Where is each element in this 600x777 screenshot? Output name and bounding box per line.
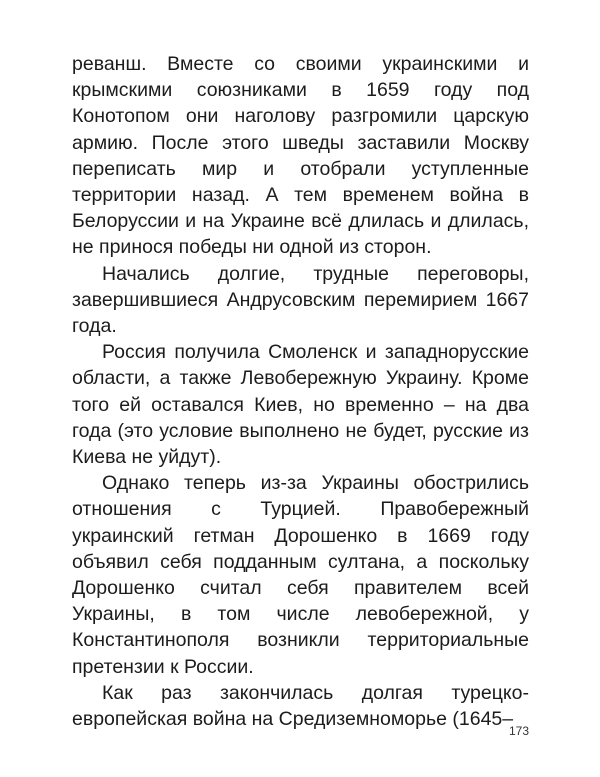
paragraph-1: реванш. Вместе со своими украинскими и крымскими союзниками в 1659 году под Конотопом они наголову разгромили царскую армию. После этого шведы заставили Москву переписать мир и отобрали уступленные территории назад. А тем временем война в Белоруссии и на Украине всё длилась и длилась, не принося победы ни одной из сторон. [72, 53, 529, 259]
paragraph-3: Россия получила Смоленск и западнорусские области, а также Левобережную Украину. Кроме того ей оставался Киев, но временно – на два года (это условие выполнено не будет, русские из Киева не уйдут). [72, 341, 529, 469]
paragraph-5: Как раз закончилась долгая турецко-европейская война на Средиземноморье (1645– [72, 681, 529, 731]
page-text [72, 51, 529, 732]
paragraph-2: Начались долгие, трудные переговоры, завершившиеся Андрусовским перемирием 1667 года. [72, 262, 529, 338]
paragraph-4: Однако теперь из-за Украины обострились отношения с Турцией. Правобережный украинский гетман Дорошенко в 1669 году объявил себя подданным султана, а поскольку Дорошенко считал себя правителем всей Украины, в том числе левобережной, у Константинополя возникли территориальные претензии к России. [72, 472, 529, 678]
page-number: 173 [508, 724, 529, 738]
